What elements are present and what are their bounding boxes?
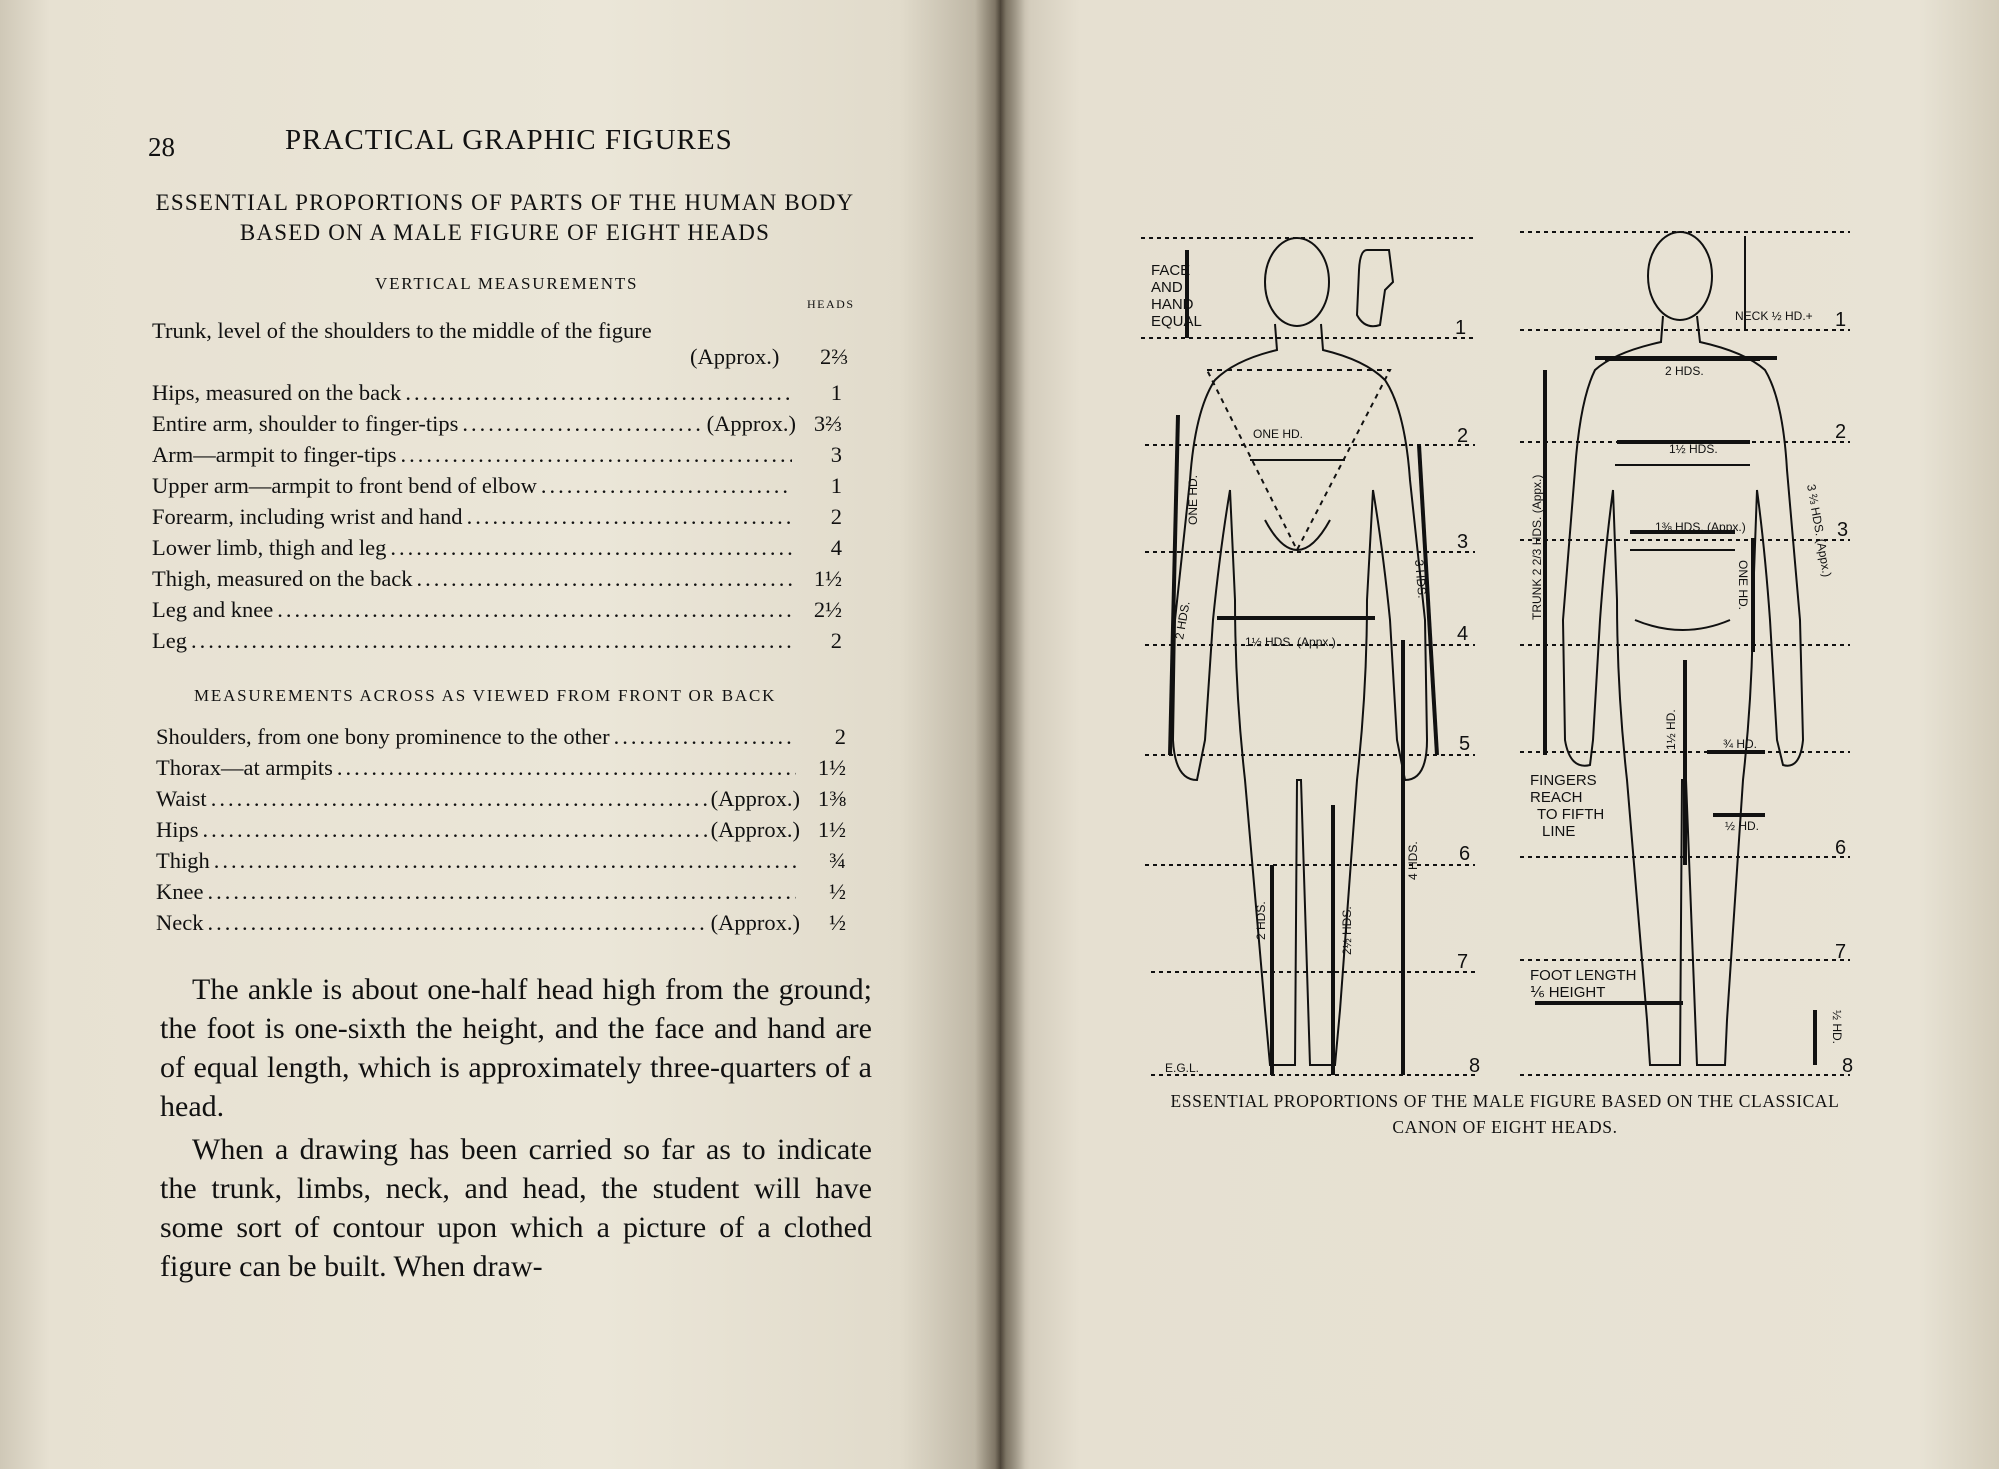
measurement-value: 1½ — [817, 755, 846, 780]
measurement-value: 1½ — [817, 817, 846, 842]
table-row — [152, 597, 842, 627]
measurement-value: ¾ — [829, 848, 846, 873]
across-measurements-heading: MEASUREMENTS ACROSS AS VIEWED FROM FRONT OR BACK — [194, 686, 777, 705]
line-number-front: 7 — [1457, 951, 1469, 973]
table-row — [156, 755, 846, 785]
leader-dots — [337, 755, 796, 781]
table-row — [152, 628, 842, 658]
leader-dots — [211, 786, 707, 812]
vertical-measurements-heading: VERTICAL MEASUREMENTS — [375, 274, 639, 293]
label-trunk: TRUNK 2 2/3 HDS. (Appx.) — [1530, 474, 1544, 620]
label-foot: ⅙ HEIGHT — [1530, 984, 1606, 1001]
label-four-hds: 4 HDS. — [1406, 841, 1420, 880]
measurement-label: Thigh — [156, 848, 210, 873]
leader-dots — [401, 442, 792, 468]
body-paragraph: When a drawing has been carried so far as to indicate the trunk, limbs, neck, and head, the student will have some sort of contour upon which a picture of a clothed figure can be built. When draw- — [160, 1133, 872, 1283]
measurement-value: 3 — [830, 442, 842, 467]
measurement-label: Arm—armpit to finger-tips — [152, 442, 397, 467]
measurement-label: Trunk, level of the shoulders to the middle of the figure — [152, 318, 652, 343]
line-number-front: 8 — [1469, 1055, 1481, 1077]
label-face: HAND — [1151, 296, 1194, 313]
label-hips-front: 1½ HDS. (Appx.) — [1245, 635, 1336, 649]
label-ankle: ½ HD. — [1830, 1010, 1844, 1045]
right-page — [1000, 0, 1999, 1469]
label-two-hds-back: 2 HDS. — [1665, 364, 1704, 378]
line-number-back: 3 — [1837, 519, 1849, 541]
proportion-figure-illustration — [1135, 220, 1860, 1095]
measurement-value: 2⅔ — [820, 344, 849, 369]
approx-note: (Approx.) — [710, 786, 800, 811]
label-foot: FOOT LENGTH — [1530, 967, 1637, 984]
label-thorax-back: 1½ HDS. — [1669, 442, 1718, 456]
label-face: FACE — [1151, 262, 1191, 279]
label-initials: E.G.L. — [1165, 1061, 1200, 1075]
table-row — [152, 535, 842, 565]
leader-dots — [467, 504, 792, 530]
label-fingers: REACH — [1530, 789, 1583, 806]
label-one-hd-vertical: ONE HD. — [1186, 474, 1200, 525]
measurement-value: 1½ — [813, 566, 842, 591]
line-number-front: 1 — [1455, 317, 1467, 339]
approx-note: (Approx.) — [710, 910, 800, 935]
line-number-front: 5 — [1459, 733, 1471, 755]
line-number-front: 3 — [1457, 531, 1469, 553]
line-number-back: 2 — [1835, 421, 1847, 443]
measurement-label: Hips, measured on the back — [152, 380, 402, 405]
hand-drawing — [1357, 250, 1393, 326]
leader-dots — [207, 879, 796, 905]
table-row — [152, 566, 842, 596]
measurement-value: 2 — [830, 504, 842, 529]
measurement-label: Neck — [156, 910, 204, 935]
table-row — [152, 442, 842, 472]
table-row — [152, 411, 842, 441]
measurement-value: ½ — [829, 879, 846, 904]
front-figure — [1173, 238, 1430, 1065]
approx-note: (Approx.) — [706, 411, 796, 436]
measurement-label: Lower limb, thigh and leg — [152, 535, 387, 560]
label-half-hd: ½ HD. — [1725, 819, 1760, 833]
line-number-front: 2 — [1457, 425, 1469, 447]
measurement-value: 3⅔ — [813, 411, 842, 436]
label-face: AND — [1151, 279, 1183, 296]
measurement-value: 4 — [830, 535, 842, 560]
label-one-hd: ONE HD. — [1253, 427, 1304, 441]
label-fingers: LINE — [1542, 823, 1576, 840]
book-gutter — [975, 0, 1025, 1469]
measurement-value: ½ — [829, 910, 846, 935]
label-thigh-back: 1½ HD. — [1664, 709, 1678, 750]
measurement-value: 2 — [830, 628, 842, 653]
running-head: PRACTICAL GRAPHIC FIGURES — [285, 124, 733, 156]
leader-dots — [191, 628, 792, 654]
label-two-half-hds: 2½ HDS. — [1340, 906, 1354, 955]
section-title: ESSENTIAL PROPORTIONS OF PARTS OF THE HUMAN BODY BASED ON A MALE FIGURE OF EIGHT HEADS — [155, 190, 855, 245]
line-number-front: 4 — [1457, 623, 1469, 645]
line-number-back: 8 — [1842, 1055, 1854, 1077]
label-two-hds-leg: 2 HDS. — [1254, 901, 1268, 940]
line-number-back: 1 — [1835, 309, 1847, 331]
leader-dots — [541, 473, 792, 499]
leader-dots — [417, 566, 792, 592]
table-row — [152, 380, 842, 410]
measurement-value: 1 — [830, 473, 842, 498]
measurement-label: Thigh, measured on the back — [152, 566, 413, 591]
label-waist-back: 1⅜ HDS. (Appx.) — [1655, 520, 1746, 534]
label-three-hds: 3 HDS. — [1412, 559, 1430, 599]
leader-dots — [203, 817, 707, 843]
table-row — [156, 848, 846, 878]
table-row — [156, 724, 846, 754]
table-row — [152, 504, 842, 534]
body-paragraph: The ankle is about one-half head high from the ground; the foot is one-sixth the height, and the face and hand are of equal length, which is approximately three-quarters of a head. — [160, 973, 872, 1123]
leader-dots — [214, 848, 796, 874]
measurement-value: 1 — [830, 380, 842, 405]
label-three-quarter: ¾ HD. — [1723, 737, 1758, 751]
line-number-front: 6 — [1459, 843, 1471, 865]
measurement-label: Waist — [156, 786, 207, 811]
leader-dots — [614, 724, 796, 750]
measurement-label: Knee — [156, 879, 204, 904]
measurement-label: Forearm, including wrist and hand — [152, 504, 463, 529]
measurement-value: 2½ — [813, 597, 842, 622]
table-row — [156, 786, 846, 816]
figure-caption: ESSENTIAL PROPORTIONS OF THE MALE FIGURE BASED ON THE CLASSICAL CANON OF EIGHT HEADS. — [1170, 1091, 1840, 1137]
label-fingers: FINGERS — [1530, 772, 1597, 789]
measurement-value: 1⅜ — [817, 786, 846, 811]
label-arm-back: 3 ⅔ HDS. (Appx.) — [1804, 483, 1835, 579]
measurement-label: Shoulders, from one bony prominence to the other — [156, 724, 610, 749]
approx-note: (Approx.) — [710, 817, 800, 842]
leader-dots — [462, 411, 702, 437]
table-row — [156, 817, 846, 847]
label-one-hd-back: ONE HD. — [1736, 560, 1750, 611]
measurement-label: Hips — [156, 817, 199, 842]
label-face: EQUAL — [1151, 313, 1202, 330]
label-fingers: TO FIFTH — [1537, 806, 1605, 823]
label-two-hds-arm: 2 HDS. — [1172, 599, 1193, 641]
measurement-label: Leg — [152, 628, 187, 653]
label-neck: NECK ½ HD.+ — [1735, 309, 1813, 323]
page-number: 28 — [148, 132, 175, 162]
line-number-back: 6 — [1835, 837, 1847, 859]
line-number-back: 7 — [1835, 941, 1847, 963]
leader-dots — [405, 380, 792, 406]
measurement-label: Upper arm—armpit to front bend of elbow — [152, 473, 537, 498]
measurement-label: Thorax—at armpits — [156, 755, 333, 780]
measurement-value: 2 — [834, 724, 846, 749]
table-row — [156, 910, 846, 940]
heads-column-label: HEADS — [807, 297, 855, 311]
leader-dots — [277, 597, 792, 623]
leader-dots — [207, 910, 706, 936]
table-row — [152, 473, 842, 503]
leader-dots — [390, 535, 792, 561]
measurement-label: Entire arm, shoulder to finger-tips — [152, 411, 459, 436]
table-row — [156, 879, 846, 909]
measurement-label: Leg and knee — [152, 597, 274, 622]
approx-note: (Approx.) — [690, 344, 780, 369]
